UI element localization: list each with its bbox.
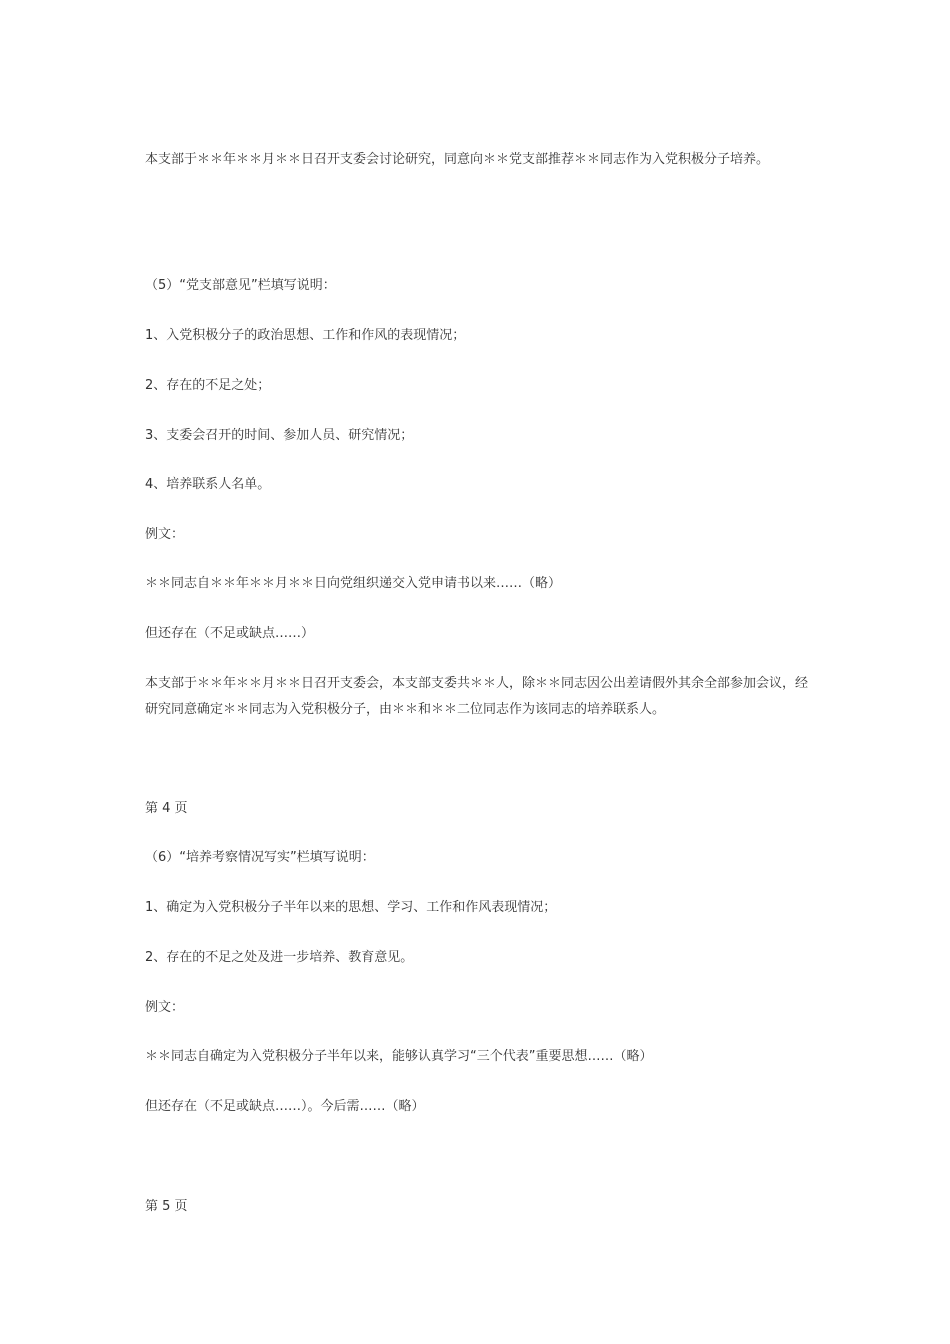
list-item: 3、支委会召开的时间、参加人员、研究情况； [145, 428, 414, 443]
example-label: 例文： [145, 527, 185, 542]
page-number: 第 4 页 [145, 801, 188, 816]
list-item: 4、培养联系人名单。 [145, 477, 271, 492]
section-6-heading: （6）“培养考察情况写实”栏填写说明： [145, 850, 375, 865]
list-item: 1、入党积极分子的政治思想、工作和作风的表现情况； [145, 328, 466, 343]
section-5-heading: （5）“党支部意见”栏填写说明： [145, 278, 336, 293]
list-item: 2、存在的不足之处及进一步培养、教育意见。 [145, 950, 414, 965]
list-item: 2、存在的不足之处； [145, 378, 271, 393]
example-text: 本支部于＊＊年＊＊月＊＊日召开支委会，本支部支委共＊＊人，除＊＊同志因公出差请假外其余全部参加会议，经研究同意确定＊＊同志为入党积极分子，由＊＊和＊＊二位同志作为该同志的培养联系人。 [145, 676, 809, 717]
example-text: 但还存在（不足或缺点……） [145, 626, 315, 641]
example-label: 例文： [145, 1000, 185, 1015]
list-item: 1、确定为入党积极分子半年以来的思想、学习、工作和作风表现情况； [145, 900, 557, 915]
page-number: 第 5 页 [145, 1199, 188, 1214]
example-text: ＊＊同志自确定为入党积极分子半年以来，能够认真学习“三个代表”重要思想……（略） [145, 1049, 653, 1064]
example-text: ＊＊同志自＊＊年＊＊月＊＊日向党组织递交入党申请书以来……（略） [145, 576, 562, 591]
example-text: 但还存在（不足或缺点……）。今后需……（略） [145, 1099, 425, 1114]
paragraph-recommendation: 本支部于＊＊年＊＊月＊＊日召开支委会讨论研究，同意向＊＊党支部推荐＊＊同志作为入党积极分子培养。 [145, 152, 770, 167]
